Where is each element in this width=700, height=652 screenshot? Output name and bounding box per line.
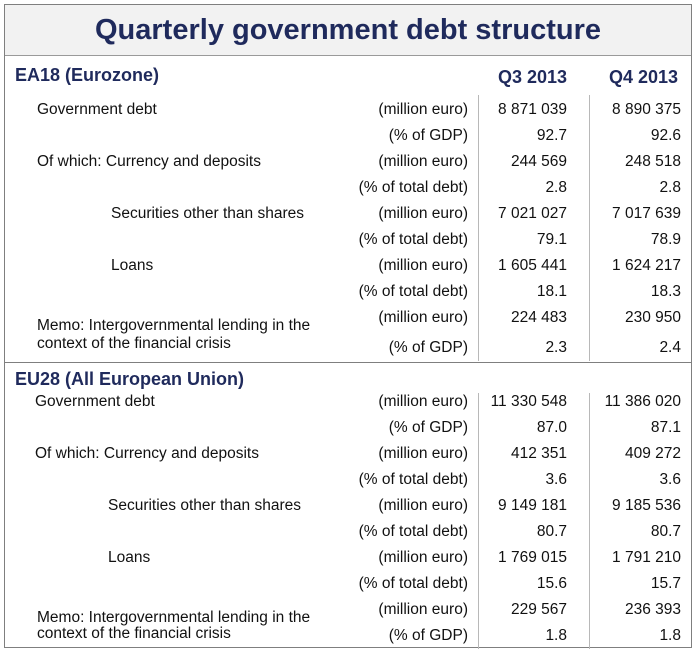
value-q3: 229 567	[510, 601, 567, 618]
value-q4: 80.7	[650, 523, 681, 540]
row-unit: (% of GDP)	[388, 339, 468, 356]
table-row	[5, 101, 691, 127]
row-unit: (million euro)	[378, 497, 468, 514]
value-q4: 2.4	[659, 339, 681, 356]
row-unit: (% of total debt)	[358, 231, 468, 248]
value-q4: 87.1	[650, 419, 681, 436]
table-row	[5, 445, 691, 471]
table-row	[5, 179, 691, 205]
table-row	[5, 523, 691, 549]
value-q4: 78.9	[650, 231, 681, 248]
row-unit: (% of total debt)	[358, 575, 468, 592]
table-row	[5, 231, 691, 257]
row-unit: (million euro)	[378, 601, 468, 618]
row-label: context of the financial crisis	[37, 625, 231, 642]
value-q3: 412 351	[510, 445, 567, 462]
row-unit: (% of GDP)	[388, 419, 468, 436]
row-label: Securities other than shares	[108, 497, 301, 514]
row-unit: (million euro)	[378, 309, 468, 326]
value-q4: 18.3	[650, 283, 681, 300]
column-header-q3: Q3 2013	[497, 67, 567, 87]
value-q3: 9 149 181	[498, 497, 567, 514]
value-q4: 9 185 536	[612, 497, 681, 514]
value-q4: 230 950	[624, 309, 681, 326]
value-q3: 2.3	[545, 339, 567, 356]
value-q3: 87.0	[536, 419, 567, 436]
value-q4: 15.7	[650, 575, 681, 592]
table-row	[5, 471, 691, 497]
value-q4: 7 017 639	[612, 205, 681, 222]
row-unit: (million euro)	[378, 153, 468, 170]
value-q4: 11 386 020	[604, 393, 681, 410]
row-label: Memo: Intergovernmental lending in the	[37, 609, 311, 626]
value-q3: 1 769 015	[498, 549, 567, 566]
section-title-ea18: EA18 (Eurozone)	[15, 65, 160, 85]
table-row	[5, 623, 691, 649]
value-q4: 1.8	[659, 627, 681, 644]
value-q3: 224 483	[510, 309, 567, 326]
section-divider	[5, 362, 691, 363]
table-row	[5, 575, 691, 601]
value-q4: 3.6	[659, 471, 681, 488]
value-q3: 11 330 548	[490, 393, 567, 410]
table-row	[5, 309, 691, 335]
row-label: Loans	[111, 257, 154, 274]
value-q3: 1.8	[545, 627, 567, 644]
value-q3: 244 569	[510, 153, 567, 170]
value-q3: 7 021 027	[498, 205, 567, 222]
row-unit: (% of total debt)	[358, 471, 468, 488]
table-row	[5, 127, 691, 153]
row-label: Securities other than shares	[111, 205, 304, 222]
value-q3: 92.7	[536, 127, 567, 144]
row-unit: (million euro)	[378, 393, 468, 410]
value-q3: 80.7	[536, 523, 567, 540]
table-row	[5, 283, 691, 309]
table-row	[5, 549, 691, 575]
table-row	[5, 419, 691, 445]
row-unit: (million euro)	[378, 257, 468, 274]
table-row	[5, 497, 691, 523]
row-unit: (% of GDP)	[388, 627, 468, 644]
value-q3: 1 605 441	[498, 257, 567, 274]
row-unit: (% of total debt)	[358, 523, 468, 540]
row-unit: (million euro)	[378, 101, 468, 118]
row-label: Loans	[108, 549, 151, 566]
row-unit: (million euro)	[378, 445, 468, 462]
value-q4: 8 890 375	[612, 101, 681, 118]
row-unit: (% of GDP)	[388, 127, 468, 144]
row-label: Government debt	[35, 393, 155, 410]
value-q4: 1 791 210	[612, 549, 681, 566]
row-label: Of which: Currency and deposits	[37, 153, 261, 170]
table-row	[5, 335, 691, 361]
row-unit: (% of total debt)	[358, 179, 468, 196]
page-title: Quarterly government debt structure	[5, 5, 691, 56]
value-q4: 92.6	[650, 127, 681, 144]
row-label: context of the financial crisis	[37, 335, 231, 352]
column-header-q4: Q4 2013	[608, 67, 678, 87]
row-unit: (million euro)	[378, 205, 468, 222]
row-label: Government debt	[37, 101, 157, 118]
row-label: Of which: Currency and deposits	[35, 445, 259, 462]
value-q3: 18.1	[536, 283, 567, 300]
table-row	[5, 153, 691, 179]
value-q3: 79.1	[536, 231, 567, 248]
value-q3: 3.6	[545, 471, 567, 488]
section-title-eu28: EU28 (All European Union)	[15, 369, 245, 389]
table-row	[5, 257, 691, 283]
value-q4: 248 518	[624, 153, 681, 170]
debt-table	[4, 4, 692, 648]
value-q4: 1 624 217	[612, 257, 681, 274]
value-q4: 236 393	[624, 601, 681, 618]
table-row	[5, 205, 691, 231]
row-label: Memo: Intergovernmental lending in the	[37, 317, 311, 334]
value-q3: 15.6	[536, 575, 567, 592]
value-q3: 8 871 039	[498, 101, 567, 118]
value-q3: 2.8	[545, 179, 567, 196]
value-q4: 409 272	[624, 445, 681, 462]
table-row	[5, 393, 691, 419]
value-q4: 2.8	[659, 179, 681, 196]
row-unit: (% of total debt)	[358, 283, 468, 300]
row-unit: (million euro)	[378, 549, 468, 566]
